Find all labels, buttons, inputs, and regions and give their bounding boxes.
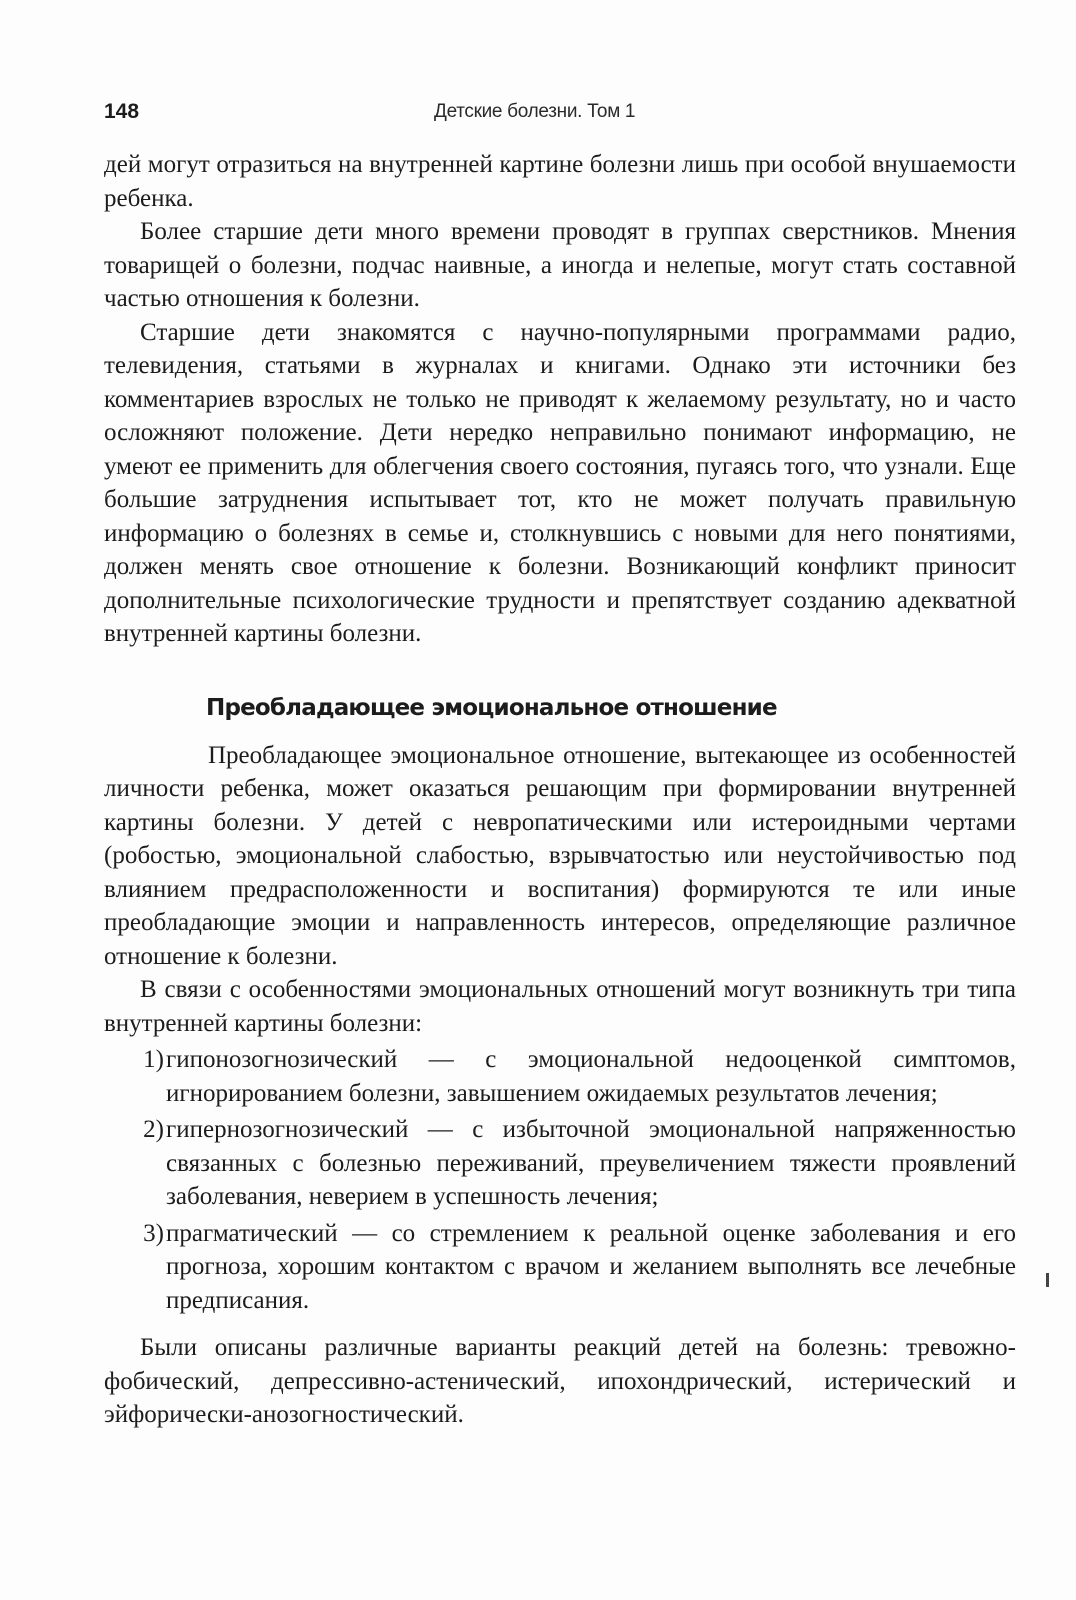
section-heading: Преобладающее эмоциональное отношение (206, 694, 777, 721)
list-item-number: 2) (143, 1116, 164, 1143)
margin-mark (1046, 1273, 1049, 1287)
paragraph: Преобладающее эмоциональное отношение, вытекающее из особенностей личности ребенка, может оказаться решающим при формировании внутренней картины болезни. У детей с невропатическими или истероидными чертами (робостью, эмоциональной слабостью, взрывчатостью или неустойчивостью под влиянием предрасположенности и воспитания) формируются те или иные преобладающие эмоции и направленность интересов, определяющие различное отношение к болезни. (104, 741, 1016, 970)
numbered-list (104, 1043, 1016, 1317)
page-header (104, 100, 1016, 130)
list-item (104, 1043, 1016, 1110)
list-item-text: гипонозогнозический — с эмоциональной недооценкой симптомов, игнорированием болезни, завышением ожидаемых результатов лечения; (166, 1046, 1016, 1107)
list-item-number: 1) (143, 1046, 164, 1073)
running-title: Детские болезни. Том 1 (434, 101, 636, 122)
list-item-text: гипернозогнозический — с избыточной эмоциональной напряженностью связанных с болезнью переживаний, преувеличением тяжести проявлений заболевания, неверием в успешность лечения; (166, 1116, 1016, 1210)
list-item (104, 1113, 1016, 1214)
paragraph: дей могут отразиться на внутренней картине болезни лишь при особой внушаемости ребенка. (104, 151, 1016, 212)
paragraph: Старшие дети знакомятся с научно-популярными программами радио, телевидения, статьями в журналах и книгами. Однако эти источники без комментариев взрослых не только не приводят к желаемому результату, но и часто осложняют положение. Дети нередко неправильно понимают информацию, не умеют ее применить для облегчения своего состояния, пугаясь того, что узнали. Еще большие затруднения испытывает тот, кто не может получать правильную информацию о болезнях в семье и, столкнувшись с новыми для него понятиями, должен менять свое отношение к болезни. Возникающий конфликт приносит дополнительные психологические трудности и препятствует созданию адекватной внутренней картины болезни. (104, 318, 1016, 647)
list-item (104, 1217, 1016, 1318)
paragraph: Более старшие дети много времени проводят в группах сверстников. Мнения товарищей о болезни, подчас наивные, а иногда и нелепые, могут стать составной частью отношения к болезни. (104, 218, 1016, 312)
paragraph: Были описаны различные варианты реакций детей на болезнь: тревожно-фобический, депрессивно-астенический, ипохондрический, истерический и эйфорически-анозогностический. (104, 1334, 1016, 1428)
paragraph: В связи с особенностями эмоциональных отношений могут возникнуть три типа внутренней картины болезни: (104, 976, 1016, 1037)
body-text (104, 148, 1016, 1432)
list-item-text: прагматический — со стремлением к реальной оценке заболевания и его прогноза, хорошим контактом с врачом и желанием выполнять все лечебные предписания. (166, 1219, 1016, 1314)
page-number: 148 (104, 100, 140, 123)
list-item-number: 3) (143, 1219, 164, 1247)
